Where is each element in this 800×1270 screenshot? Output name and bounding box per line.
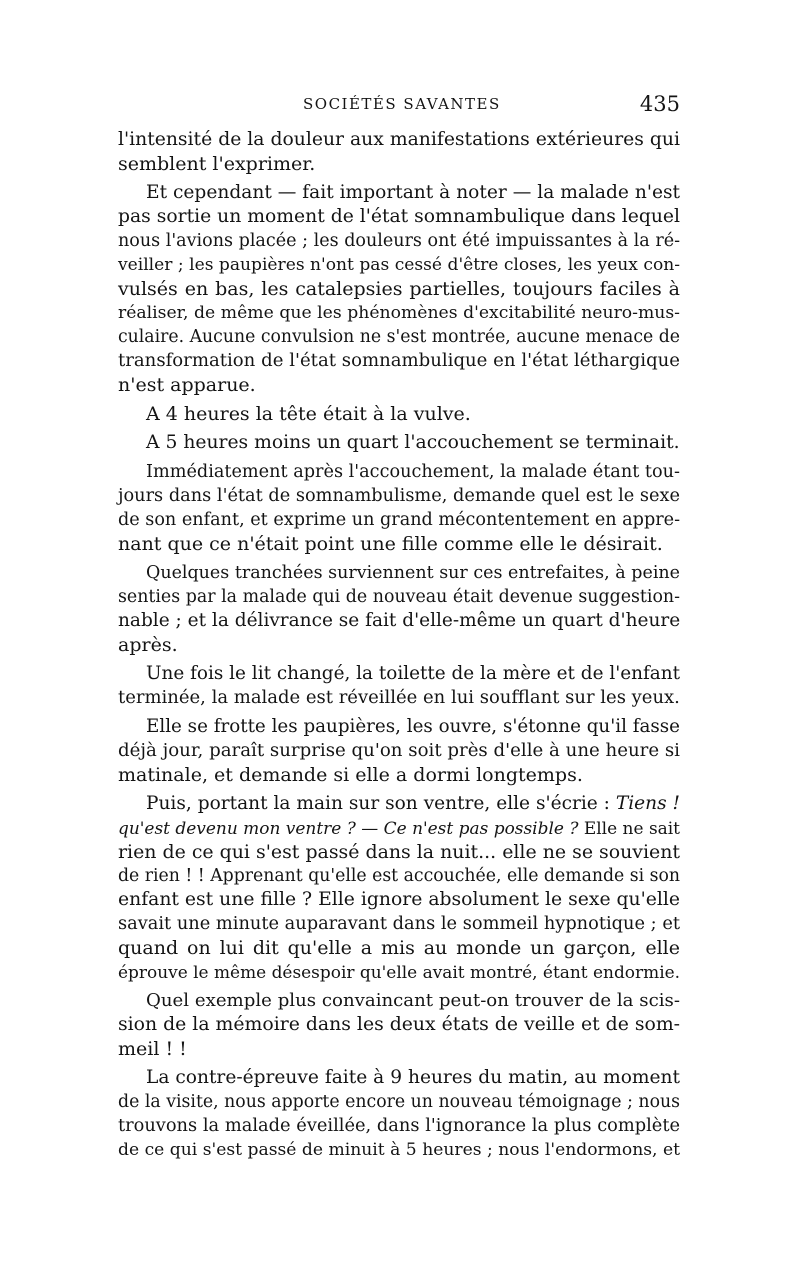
page-header	[118, 92, 680, 122]
page-number: 435	[639, 92, 680, 116]
text-line: sion de la mémoire dans les deux états de veille et de som-	[118, 1014, 681, 1035]
text-run: Puis, portant la main sur son ventre, elle s'écrie :	[146, 793, 616, 814]
text-line: A 5 heures moins un quart l'accouchement se terminait.	[146, 432, 680, 453]
text-line: de la visite, nous apporte encore un nouveau témoignage ; nous	[118, 1092, 680, 1112]
text-line: enfant est une fille ? Elle ignore absolument le sexe qu'elle	[118, 889, 680, 910]
text-line: La contre-épreuve faite à 9 heures du matin, au moment	[146, 1067, 680, 1088]
body-text	[118, 128, 680, 1162]
text-line: après.	[118, 634, 178, 656]
text-line: nable ; et la délivrance se fait d'elle-même un quart d'heure	[118, 610, 681, 631]
text-line: nant que ce n'était point une fille comme elle le désirait.	[118, 533, 663, 555]
text-line: Et cependant — fait important à noter — la malade n'est	[146, 182, 680, 203]
text-line: Elle se frotte les paupières, les ouvre, s'étonne qu'il fasse	[146, 716, 680, 737]
text-line: jours dans l'état de somnambulisme, demande quel est le sexe	[118, 486, 680, 506]
text-line: de ce qui s'est passé de minuit à 5 heures ; nous l'endormons, et	[118, 1140, 680, 1160]
text-line: rien de ce qui s'est passé dans la nuit... elle ne se souvient	[118, 841, 680, 863]
text-line: déjà jour, paraît surprise qu'on soit près d'elle à une heure si	[118, 740, 680, 761]
text-line: quand on lui dit qu'elle a mis au monde un garçon, elle	[118, 937, 680, 959]
text-line: senties par la malade qui de nouveau était devenue suggestion-	[118, 587, 680, 607]
text-line: terminée, la malade est réveillée en lui soufflant sur les yeux.	[118, 687, 680, 708]
italic-run: Tiens !	[615, 793, 680, 814]
text-line: nous l'avions placée ; les douleurs ont été impuissantes à la ré-	[118, 231, 680, 251]
text-line	[118, 792, 680, 816]
text-line: pas sortie un moment de l'état somnambulique dans lequel	[118, 206, 680, 227]
text-line: Une fois le lit changé, la toilette de la mère et de l'enfant	[146, 663, 680, 684]
text-line	[118, 816, 680, 840]
text-line: meil ! !	[118, 1038, 187, 1060]
text-line: veiller ; les paupières n'ont pas cessé d'être closes, les yeux con-	[118, 255, 680, 275]
text-line: semblent l'exprimer.	[118, 153, 316, 175]
text-line: savait une minute auparavant dans le sommeil hypnotique ; et	[118, 913, 680, 934]
text-line: A 4 heures la tête était à la vulve.	[146, 403, 471, 425]
text-line: de rien ! ! Apprenant qu'elle est accouchée, elle demande si son	[118, 866, 680, 886]
text-line: vulsés en bas, les catalepsies partielles, toujours faciles à	[118, 278, 680, 300]
text-line: de son enfant, et exprime un grand mécontentement en appre-	[118, 510, 681, 530]
text-line: culaire. Aucune convulsion ne s'est montrée, aucune menace de	[118, 327, 680, 347]
text-line: Quel exemple plus convaincant peut-on trouver de la scis-	[146, 990, 680, 1011]
text-line: trouvons la malade éveillée, dans l'ignorance la plus complète	[118, 1115, 680, 1136]
text-line: l'intensité de la douleur aux manifestations extérieures qui	[118, 129, 680, 150]
running-head: SOCIÉTÉS SAVANTES	[303, 95, 501, 113]
text-line: éprouve le même désespoir qu'elle avait montré, étant endormie.	[118, 962, 681, 982]
italic-run: qu'est devenu mon ventre ? — Ce n'est pas possible ?	[118, 818, 579, 838]
text-line: matinale, et demande si elle a dormi longtemps.	[118, 764, 583, 786]
text-run: Elle ne sait	[578, 818, 680, 838]
text-line: n'est apparue.	[118, 374, 256, 396]
text-line: réaliser, de même que les phénomènes d'excitabilité neuro-mus-	[118, 303, 680, 323]
text-line: transformation de l'état somnambulique en l'état léthargique	[118, 350, 680, 371]
text-line: Quelques tranchées surviennent sur ces entrefaites, à peine	[146, 563, 680, 583]
text-line: Immédiatement après l'accouchement, la malade étant tou-	[146, 462, 680, 482]
